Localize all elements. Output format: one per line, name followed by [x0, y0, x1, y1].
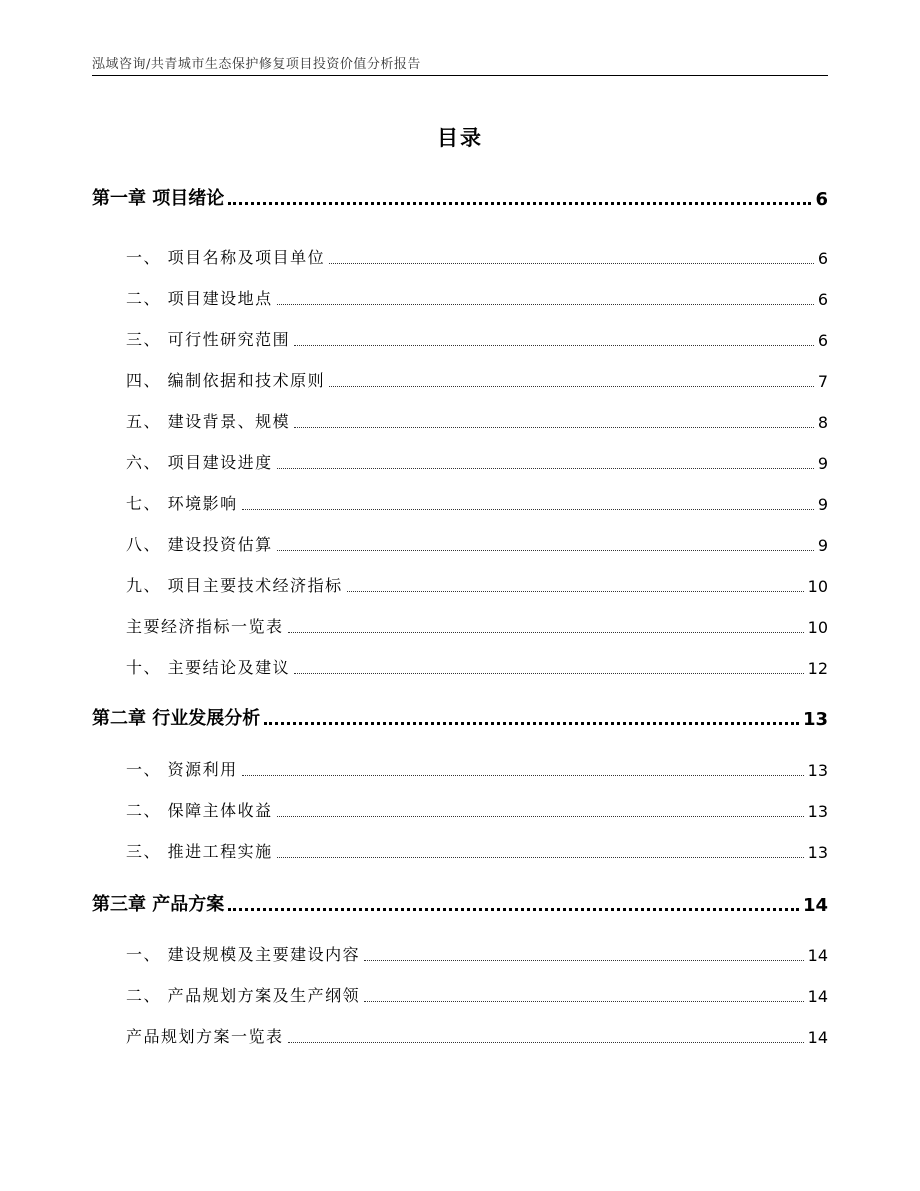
toc-entry-page: 13 [807, 761, 828, 780]
toc-leader-dots [288, 1041, 804, 1043]
toc-entry-page: 6 [817, 290, 828, 309]
toc-entry-page: 10 [807, 577, 828, 596]
toc-title: 目录 [437, 126, 483, 150]
toc-entry[interactable] [126, 573, 828, 596]
toc-leader-dots [364, 1000, 804, 1002]
toc-entry-page: 6 [815, 189, 828, 210]
toc-entry-label: 一、 项目名称及项目单位 [126, 248, 326, 267]
toc-entry[interactable] [126, 327, 828, 350]
toc-entry-page: 7 [817, 372, 828, 391]
toc-entry-chapter-1[interactable] [92, 184, 828, 210]
toc-leader-dots [347, 590, 804, 592]
toc-leader-dots [277, 467, 814, 469]
toc-leader-dots [329, 385, 814, 387]
toc-entry-page: 6 [817, 249, 828, 268]
toc-entry[interactable] [126, 983, 828, 1006]
toc-entry[interactable] [126, 409, 828, 432]
toc-entry[interactable] [126, 491, 828, 514]
toc-leader-dots [242, 508, 814, 510]
toc-entry-page: 14 [807, 987, 828, 1006]
toc-entry[interactable] [126, 286, 828, 309]
toc-entry-page: 13 [802, 709, 828, 730]
toc-entry[interactable] [126, 532, 828, 555]
toc-entry[interactable] [126, 757, 828, 780]
toc-leader-dots [294, 344, 814, 346]
toc-leader-dots [288, 631, 804, 633]
toc-entry-page: 12 [807, 659, 828, 678]
toc-entry-page: 9 [817, 454, 828, 473]
toc-entry-label: 九、 项目主要技术经济指标 [126, 576, 343, 595]
toc-entry-page: 14 [802, 895, 828, 916]
toc-entry[interactable] [126, 839, 828, 862]
toc-entry-label: 七、 环境影响 [126, 494, 238, 513]
toc-entry-label: 二、 保障主体收益 [126, 801, 273, 820]
toc-leader-dots [364, 959, 804, 961]
toc-leader-dots [329, 262, 814, 264]
toc-entry-label: 一、 建设规模及主要建设内容 [126, 945, 361, 964]
toc-entry-page: 9 [817, 495, 828, 514]
toc-entry[interactable] [126, 655, 828, 678]
toc-entry-page: 10 [807, 618, 828, 637]
toc-entry-page: 8 [817, 413, 828, 432]
toc-entry-label: 二、 产品规划方案及生产纲领 [126, 986, 361, 1005]
toc-entry-label: 一、 资源利用 [126, 760, 238, 779]
toc-entry-page: 13 [807, 802, 828, 821]
toc-entry-label: 第三章 产品方案 [92, 894, 225, 915]
toc-leader-dots [277, 856, 804, 858]
toc-entry-chapter-2[interactable] [92, 704, 828, 730]
toc-entry-label: 第一章 项目绪论 [92, 188, 225, 209]
toc-entry-page: 14 [807, 946, 828, 965]
toc-entry-page: 9 [817, 536, 828, 555]
toc-leader-dots [277, 549, 814, 551]
toc-entry[interactable] [126, 798, 828, 821]
toc-entry[interactable] [126, 942, 828, 965]
toc-entry-page: 6 [817, 331, 828, 350]
toc-entry-label: 产品规划方案一览表 [126, 1027, 284, 1046]
toc-entry-page: 13 [807, 843, 828, 862]
toc-entry-page: 14 [807, 1028, 828, 1047]
toc-leader-dots [228, 201, 811, 205]
toc-leader-dots [294, 426, 814, 428]
toc-entry-label: 三、 推进工程实施 [126, 842, 273, 861]
toc-entry-label: 八、 建设投资估算 [126, 535, 273, 554]
toc-leader-dots [242, 774, 804, 776]
toc-entry-chapter-3[interactable] [92, 890, 828, 916]
toc-entry[interactable] [126, 1024, 828, 1047]
header-rule [92, 75, 828, 76]
toc-entry[interactable] [126, 614, 828, 637]
toc-entry-label: 六、 项目建设进度 [126, 453, 273, 472]
toc-entry-label: 三、 可行性研究范围 [126, 330, 291, 349]
toc-leader-dots [228, 907, 799, 911]
toc-leader-dots [294, 672, 804, 674]
toc-entry[interactable] [126, 368, 828, 391]
running-header: 泓域咨询/共青城市生态保护修复项目投资价值分析报告 [92, 57, 421, 72]
toc-entry-label: 二、 项目建设地点 [126, 289, 273, 308]
toc-entry-label: 第二章 行业发展分析 [92, 708, 261, 729]
toc-entry[interactable] [126, 450, 828, 473]
toc-entry-label: 主要经济指标一览表 [126, 617, 284, 636]
toc-leader-dots [264, 721, 799, 725]
toc-leader-dots [277, 303, 814, 305]
toc-leader-dots [277, 815, 804, 817]
toc-entry-label: 四、 编制依据和技术原则 [126, 371, 326, 390]
toc-entry[interactable] [126, 245, 828, 268]
toc-entry-label: 十、 主要结论及建议 [126, 658, 291, 677]
toc-entry-label: 五、 建设背景、规模 [126, 412, 291, 431]
